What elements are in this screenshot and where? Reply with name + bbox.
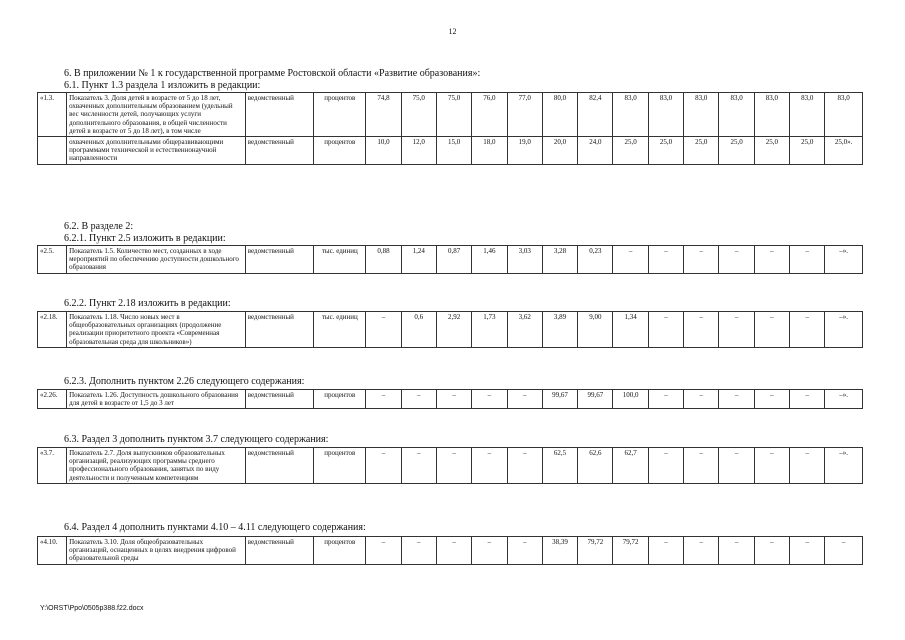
source-cell: ведомственный — [245, 137, 314, 165]
value-cell: – — [790, 312, 825, 348]
source-cell: ведомственный — [245, 246, 314, 274]
value-cell: 25,0 — [684, 137, 719, 165]
unit-cell: процентов — [314, 448, 366, 484]
indicator-name-cell: Показатель 3.10. Доля общеобразовательных организаций, оснащенных в целях внедрения цифровой образовательной среды — [67, 537, 246, 565]
value-cell: 20,0 — [542, 137, 577, 165]
table-row — [38, 312, 863, 348]
indicator-name-cell: Показатель 1.18. Число новых мест в общеобразовательных организациях (продолжение реализации приоритетного проекта «Современная образовательная среда для школьников») — [67, 312, 246, 348]
table-row — [38, 537, 863, 565]
value-cell: – — [366, 390, 401, 409]
value-cell: 83,0 — [613, 93, 648, 137]
value-cell: – — [684, 537, 719, 565]
unit-cell: тыс. единиц — [314, 312, 366, 348]
value-cell: – — [684, 246, 719, 274]
value-cell: 0,87 — [436, 246, 471, 274]
value-cell: – — [507, 390, 542, 409]
section-heading: 6.3. Раздел 3 дополнить пунктом 3.7 следующего содержания: — [64, 434, 329, 445]
value-cell: 75,0 — [436, 93, 471, 137]
indicator-table — [37, 92, 863, 165]
value-cell: 12,0 — [401, 137, 436, 165]
value-cell: 10,0 — [366, 137, 401, 165]
unit-cell: процентов — [314, 537, 366, 565]
value-cell: 25,0 — [754, 137, 789, 165]
source-cell: ведомственный — [245, 390, 314, 409]
value-cell: – — [648, 312, 683, 348]
value-cell: 74,8 — [366, 93, 401, 137]
value-cell: 1,34 — [613, 312, 648, 348]
file-path-footer: Y:\ORST\Ppo\0505p388.f22.docx — [40, 605, 144, 612]
value-cell: – — [719, 312, 754, 348]
value-cell: – — [790, 390, 825, 409]
indicator-name-cell: Показатель 1.5. Количество мест, созданных в ходе мероприятий по обеспечению доступности дошкольного образования — [67, 246, 246, 274]
value-cell: 25,0 — [613, 137, 648, 165]
value-cell: – — [648, 390, 683, 409]
value-cell: 3,89 — [542, 312, 577, 348]
value-cell: – — [472, 390, 507, 409]
value-cell: – — [754, 312, 789, 348]
value-cell: 15,0 — [436, 137, 471, 165]
indicator-table — [37, 447, 863, 484]
table-row — [38, 93, 863, 137]
value-cell: – — [366, 312, 401, 348]
value-cell: – — [754, 537, 789, 565]
section-heading: 6. В приложении № 1 к государственной программе Ростовской области «Развитие образования»: — [64, 68, 481, 79]
value-cell: 99,67 — [542, 390, 577, 409]
value-cell: 79,72 — [578, 537, 613, 565]
value-cell: 0,23 — [578, 246, 613, 274]
value-cell: – — [366, 448, 401, 484]
item-number-cell: «2.26. — [38, 390, 67, 409]
value-cell: – — [719, 448, 754, 484]
value-cell: 25,0». — [825, 137, 863, 165]
value-cell: 82,4 — [578, 93, 613, 137]
value-cell: 80,0 — [542, 93, 577, 137]
value-cell: 83,0 — [790, 93, 825, 137]
value-cell: – — [684, 448, 719, 484]
indicator-name-cell: охваченных дополнительными общеразвивающими программами технической и естественнонаучной направленности — [67, 137, 246, 165]
value-cell: 25,0 — [790, 137, 825, 165]
value-cell: –». — [825, 390, 863, 409]
value-cell: – — [436, 537, 471, 565]
item-number-cell: «4.10. — [38, 537, 67, 565]
indicator-table — [37, 536, 863, 565]
source-cell: ведомственный — [245, 312, 314, 348]
value-cell: 79,72 — [613, 537, 648, 565]
source-cell: ведомственный — [245, 448, 314, 484]
section-heading: 6.2. В разделе 2: — [64, 221, 134, 232]
table-row — [38, 137, 863, 165]
indicator-table — [37, 245, 863, 274]
value-cell: 1,24 — [401, 246, 436, 274]
value-cell: – — [436, 390, 471, 409]
value-cell: 77,0 — [507, 93, 542, 137]
value-cell: 3,03 — [507, 246, 542, 274]
unit-cell: тыс. единиц — [314, 246, 366, 274]
value-cell: 0,88 — [366, 246, 401, 274]
value-cell: 38,39 — [542, 537, 577, 565]
value-cell: – — [648, 537, 683, 565]
value-cell: 18,0 — [472, 137, 507, 165]
value-cell: –». — [825, 312, 863, 348]
value-cell: – — [719, 537, 754, 565]
value-cell: – — [648, 448, 683, 484]
section-heading: 6.1. Пункт 1.3 раздела 1 изложить в редакции: — [64, 80, 261, 91]
value-cell: – — [754, 246, 789, 274]
table-row — [38, 246, 863, 274]
value-cell: 25,0 — [648, 137, 683, 165]
value-cell: 83,0 — [825, 93, 863, 137]
value-cell: 83,0 — [719, 93, 754, 137]
value-cell: 1,46 — [472, 246, 507, 274]
section-heading: 6.4. Раздел 4 дополнить пунктами 4.10 – 4.11 следующего содержания: — [64, 522, 366, 533]
value-cell: – — [401, 448, 436, 484]
value-cell: – — [719, 390, 754, 409]
value-cell: 62,5 — [542, 448, 577, 484]
item-number-cell: «2.18. — [38, 312, 67, 348]
value-cell: 100,0 — [613, 390, 648, 409]
value-cell: – — [754, 448, 789, 484]
indicator-name-cell: Показатель 3. Доля детей в возрасте от 5 до 18 лет, охваченных дополнительным образованием (удельный вес численности детей, получающих услуги дополнительного образования, в общей численности детей в возрасте от 5 до 18 лет), в том числе — [67, 93, 246, 137]
value-cell: – — [401, 390, 436, 409]
unit-cell: процентов — [314, 93, 366, 137]
value-cell: 24,0 — [578, 137, 613, 165]
page-number: 12 — [448, 27, 457, 36]
value-cell: – — [648, 246, 683, 274]
indicator-table — [37, 389, 863, 409]
value-cell: 76,0 — [472, 93, 507, 137]
value-cell: 1,73 — [472, 312, 507, 348]
value-cell: 3,28 — [542, 246, 577, 274]
table-row — [38, 390, 863, 409]
value-cell: – — [436, 448, 471, 484]
value-cell: 19,0 — [507, 137, 542, 165]
indicator-name-cell: Показатель 1.26. Доступность дошкольного образования для детей в возрасте от 1,5 до 3 лет — [67, 390, 246, 409]
value-cell: 62,6 — [578, 448, 613, 484]
value-cell: – — [825, 537, 863, 565]
indicator-table — [37, 311, 863, 348]
value-cell: – — [472, 448, 507, 484]
value-cell: 83,0 — [754, 93, 789, 137]
value-cell: 3,62 — [507, 312, 542, 348]
item-number-cell: «1.3. — [38, 93, 67, 137]
item-number-cell: «3.7. — [38, 448, 67, 484]
value-cell: 83,0 — [684, 93, 719, 137]
section-heading: 6.2.2. Пункт 2.18 изложить в редакции: — [64, 298, 231, 309]
value-cell: 62,7 — [613, 448, 648, 484]
item-number-cell — [38, 137, 67, 165]
value-cell: 2,92 — [436, 312, 471, 348]
value-cell: – — [366, 537, 401, 565]
value-cell: 0,6 — [401, 312, 436, 348]
source-cell: ведомственный — [245, 93, 314, 137]
unit-cell: процентов — [314, 137, 366, 165]
value-cell: –». — [825, 448, 863, 484]
value-cell: – — [790, 448, 825, 484]
section-heading: 6.2.1. Пункт 2.5 изложить в редакции: — [64, 233, 226, 244]
value-cell: – — [613, 246, 648, 274]
unit-cell: процентов — [314, 390, 366, 409]
value-cell: – — [401, 537, 436, 565]
section-heading: 6.2.3. Дополнить пунктом 2.26 следующего содержания: — [64, 376, 305, 387]
value-cell: – — [719, 246, 754, 274]
table-row — [38, 448, 863, 484]
item-number-cell: «2.5. — [38, 246, 67, 274]
value-cell: – — [472, 537, 507, 565]
value-cell: – — [684, 312, 719, 348]
value-cell: – — [507, 537, 542, 565]
value-cell: 83,0 — [648, 93, 683, 137]
value-cell: – — [754, 390, 789, 409]
value-cell: 75,0 — [401, 93, 436, 137]
value-cell: – — [790, 537, 825, 565]
indicator-name-cell: Показатель 2.7. Доля выпускников образовательных организаций, реализующих программы среднего профессионального образования, занятых по виду деятельности и полученным компетенциям — [67, 448, 246, 484]
value-cell: – — [507, 448, 542, 484]
value-cell: 25,0 — [719, 137, 754, 165]
value-cell: – — [790, 246, 825, 274]
value-cell: 99,67 — [578, 390, 613, 409]
value-cell: –». — [825, 246, 863, 274]
source-cell: ведомственный — [245, 537, 314, 565]
value-cell: 9,00 — [578, 312, 613, 348]
value-cell: – — [684, 390, 719, 409]
